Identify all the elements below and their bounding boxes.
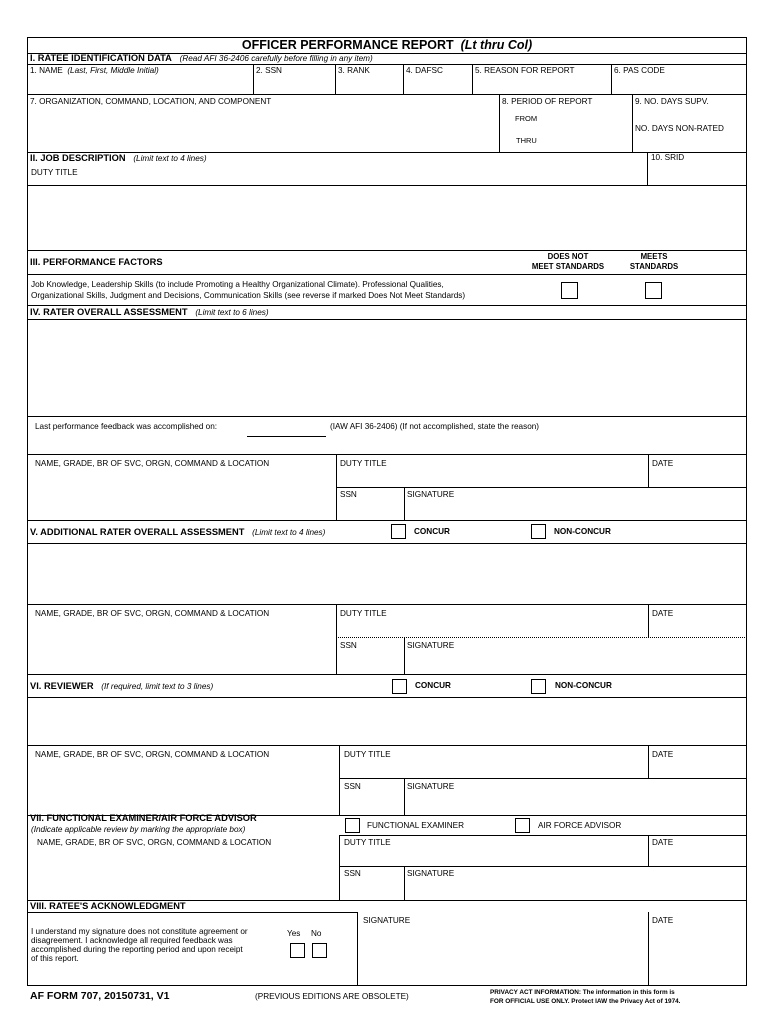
additional-rater-assessment-field[interactable] [28, 545, 745, 603]
section-4-title: IV. RATER OVERALL ASSESSMENT [30, 307, 188, 317]
reviewer-duty-title-label: DUTY TITLE [344, 750, 391, 759]
form-bottom-border [27, 985, 747, 986]
rater-date-label: DATE [652, 459, 674, 468]
section-5-title: V. ADDITIONAL RATER OVERALL ASSESSMENT [30, 527, 245, 537]
section-6-heading [30, 681, 213, 692]
ack-no-label: No [311, 929, 322, 938]
additional-rater-name-label: NAME, GRADE, BR OF SVC, ORGN, COMMAND & LOCATION [35, 609, 270, 618]
reason-field[interactable] [473, 76, 610, 94]
reason-label: 5. REASON FOR REPORT [475, 66, 575, 75]
examiner-name-field[interactable] [30, 849, 335, 895]
pas-code-label: 6. PAS CODE [614, 66, 665, 75]
reviewer-concur-label: CONCUR [415, 681, 451, 690]
section-1-note: (Read AFI 36-2406 carefully before filling in any item) [179, 54, 373, 63]
job-description-field[interactable] [28, 187, 745, 249]
examiner-name-label: NAME, GRADE, BR OF SVC, ORGN, COMMAND & LOCATION [37, 838, 272, 847]
dafsc-label: 4. DAFSC [406, 66, 443, 75]
meets-standards-header: MEETS STANDARDS [629, 252, 679, 271]
additional-rater-duty-title-field[interactable] [338, 620, 646, 636]
ack-no-checkbox[interactable] [312, 943, 327, 958]
rank-label: 3. RANK [338, 66, 370, 75]
reviewer-concur-checkbox[interactable] [392, 679, 407, 694]
reviewer-ssn-field[interactable] [341, 792, 402, 810]
examiner-date-label: DATE [652, 838, 674, 847]
additional-rater-nonconcur-checkbox[interactable] [531, 524, 546, 539]
rater-assessment-field[interactable] [28, 321, 745, 415]
additional-rater-concur-label: CONCUR [414, 527, 450, 536]
reviewer-name-field[interactable] [30, 761, 335, 809]
section-2-heading [30, 153, 207, 164]
does-not-meet-standards-header: DOES NOT MEET STANDARDS [531, 252, 605, 271]
section-6-note: (If required, limit text to 3 lines) [101, 682, 214, 691]
from-date-field[interactable] [542, 110, 630, 124]
section-4-note: (Limit text to 6 lines) [195, 308, 269, 317]
functional-examiner-label: FUNCTIONAL EXAMINER [367, 821, 465, 830]
days-nonrated-label: NO. DAYS NON-RATED [635, 124, 724, 133]
air-force-advisor-label: AIR FORCE ADVISOR [538, 821, 622, 830]
feedback-note: (IAW AFI 36-2406) (If not accomplished, state the reason) [330, 422, 540, 431]
name-field[interactable] [28, 76, 253, 94]
rater-duty-title-field[interactable] [338, 470, 646, 486]
additional-rater-signature-label: SIGNATURE [407, 641, 455, 650]
additional-rater-date-label: DATE [652, 609, 674, 618]
feedback-date-label: Last performance feedback was accomplished on: [35, 422, 218, 431]
ratee-date-label: DATE [652, 916, 674, 925]
reviewer-date-label: DATE [652, 750, 674, 759]
section-5-heading [30, 527, 325, 538]
days-supervised-label: 9. NO. DAYS SUPV. [635, 97, 709, 106]
rater-signature-label: SIGNATURE [407, 490, 455, 499]
reviewer-signature-field[interactable] [406, 792, 745, 810]
reviewer-name-label: NAME, GRADE, BR OF SVC, ORGN, COMMAND & LOCATION [35, 750, 270, 759]
days-supervised-field[interactable] [633, 107, 745, 121]
rater-date-field[interactable] [650, 470, 745, 486]
section-2-title: II. JOB DESCRIPTION [30, 153, 126, 163]
ssn-label: 2. SSN [256, 66, 282, 75]
additional-rater-signature-field[interactable] [406, 651, 745, 669]
additional-rater-duty-title-label: DUTY TITLE [340, 609, 387, 618]
acknowledgment-text-2: disagreement. I acknowledge all required feedback was [31, 936, 233, 945]
section-1-title: I. RATEE IDENTIFICATION DATA [30, 53, 172, 63]
rater-name-label: NAME, GRADE, BR OF SVC, ORGN, COMMAND & LOCATION [35, 459, 270, 468]
privacy-line-1: PRIVACY ACT INFORMATION: The information in this form is [490, 989, 675, 996]
examiner-duty-title-label: DUTY TITLE [344, 838, 391, 847]
additional-rater-concur-checkbox[interactable] [391, 524, 406, 539]
thru-date-field[interactable] [542, 132, 630, 146]
srid-label: 10. SRID [651, 153, 685, 162]
reviewer-duty-title-field[interactable] [341, 761, 646, 777]
rater-signature-field[interactable] [406, 500, 745, 518]
functional-examiner-checkbox[interactable] [345, 818, 360, 833]
reviewer-assessment-field[interactable] [28, 699, 745, 744]
examiner-signature-label: SIGNATURE [407, 869, 455, 878]
ratee-signature-field[interactable] [359, 927, 646, 983]
duty-title-field[interactable] [95, 165, 645, 183]
period-of-report-label: 8. PERIOD OF REPORT [502, 97, 593, 106]
rater-name-field[interactable] [30, 470, 335, 515]
section-5-note: (Limit text to 4 lines) [252, 528, 326, 537]
from-label: FROM [515, 114, 538, 123]
rater-ssn-label: SSN [340, 490, 357, 499]
additional-rater-nonconcur-label: NON-CONCUR [554, 527, 611, 536]
rater-duty-title-label: DUTY TITLE [340, 459, 387, 468]
privacy-line-2: FOR OFFICIAL USE ONLY. Protect IAW the Privacy Act of 1974. [490, 997, 681, 1005]
section-7-note: (Indicate applicable review by marking the appropriate box) [31, 825, 246, 834]
ratee-date-field[interactable] [650, 927, 745, 983]
ack-yes-checkbox[interactable] [290, 943, 305, 958]
does-not-meet-standards-checkbox[interactable] [561, 282, 578, 299]
section-1-heading [30, 53, 373, 64]
performance-factors-text-2: Organizational Skills, Judgment and Decisions, Communication Skills (see reverse if marked Does Not Meet Standards) [31, 291, 466, 300]
pas-code-field[interactable] [612, 76, 745, 94]
dafsc-field[interactable] [404, 76, 471, 94]
additional-rater-ssn-label: SSN [340, 641, 357, 650]
reviewer-signature-label: SIGNATURE [407, 782, 455, 791]
privacy-act-notice [490, 989, 680, 1006]
reviewer-nonconcur-checkbox[interactable] [531, 679, 546, 694]
rank-field[interactable] [336, 76, 402, 94]
air-force-advisor-checkbox[interactable] [515, 818, 530, 833]
form-number: AF FORM 707, 20150731, V1 [30, 990, 170, 1002]
ssn-field[interactable] [254, 76, 334, 94]
examiner-ssn-field[interactable] [341, 879, 402, 897]
section-7-heading: VII. FUNCTIONAL EXAMINER/AIR FORCE ADVISOR [30, 813, 257, 823]
reviewer-date-field[interactable] [650, 761, 745, 777]
form-right-border [746, 37, 747, 986]
performance-factors-text-1: Job Knowledge, Leadership Skills (to include Promoting a Healthy Organizational Climate). Professional Qualities, [31, 280, 444, 289]
name-label: 1. NAME (Last, First, Middle Initial) [30, 66, 159, 75]
additional-rater-date-field[interactable] [650, 620, 745, 636]
additional-rater-ssn-field[interactable] [338, 651, 402, 669]
ratee-signature-label: SIGNATURE [363, 916, 411, 925]
section-4-heading [30, 307, 269, 318]
rater-ssn-field[interactable] [338, 500, 402, 518]
reviewer-nonconcur-label: NON-CONCUR [555, 681, 612, 690]
section-8-heading: VIII. RATEE'S ACKNOWLEDGMENT [30, 901, 186, 911]
organization-field[interactable] [28, 107, 498, 151]
thru-label: THRU [516, 136, 537, 145]
additional-rater-name-field[interactable] [30, 620, 335, 668]
examiner-ssn-label: SSN [344, 869, 361, 878]
ack-yes-label: Yes [287, 929, 301, 938]
organization-label: 7. ORGANIZATION, COMMAND, LOCATION, AND COMPONENT [30, 97, 272, 106]
previous-editions-note: (PREVIOUS EDITIONS ARE OBSOLETE) [255, 992, 409, 1001]
feedback-date-line[interactable] [247, 436, 326, 437]
section-3-heading: III. PERFORMANCE FACTORS [30, 257, 163, 267]
duty-title-label: DUTY TITLE [31, 168, 78, 177]
form-subtitle: (Lt thru Col) [460, 38, 533, 52]
examiner-date-field[interactable] [650, 849, 745, 865]
srid-field[interactable] [648, 164, 745, 184]
acknowledgment-text-4: of this report. [31, 954, 79, 963]
examiner-duty-title-field[interactable] [341, 849, 646, 865]
form-left-border [27, 37, 28, 986]
examiner-signature-field[interactable] [406, 879, 745, 897]
form-title-text: OFFICER PERFORMANCE REPORT [241, 38, 454, 52]
days-nonrated-field[interactable] [633, 134, 745, 150]
acknowledgment-text-1: I understand my signature does not constitute agreement or [31, 927, 248, 936]
meets-standards-checkbox[interactable] [645, 282, 662, 299]
reviewer-ssn-label: SSN [344, 782, 361, 791]
acknowledgment-text-3: accomplished during the reporting period and upon receipt [31, 945, 243, 954]
form-title [27, 38, 747, 53]
section-2-note: (Limit text to 4 lines) [133, 154, 207, 163]
section-6-title: VI. REVIEWER [30, 681, 94, 691]
